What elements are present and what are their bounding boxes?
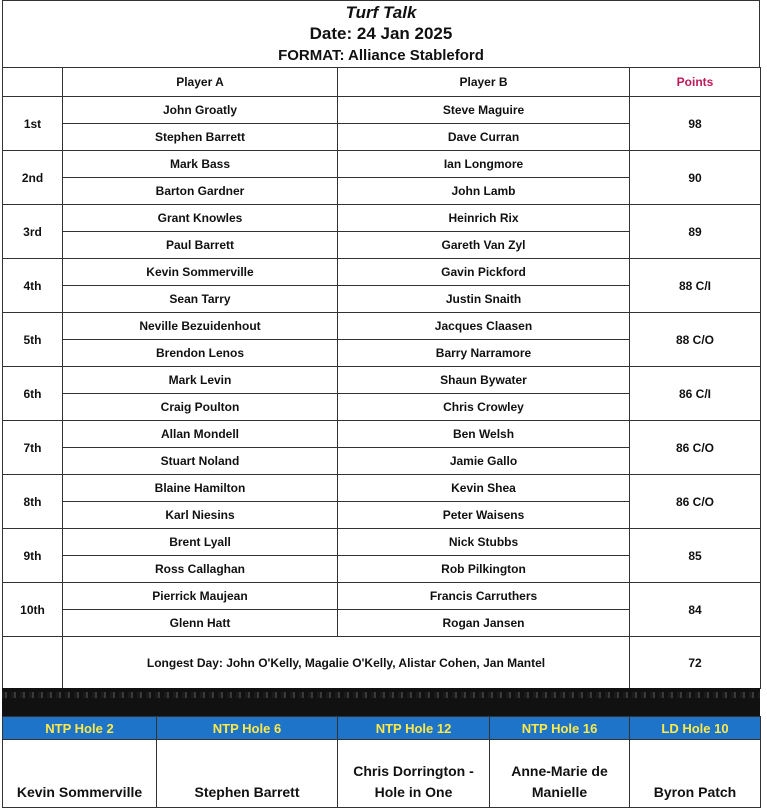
player-b-cell: Jacques Claasen	[338, 313, 630, 340]
ntp-hole-header: NTP Hole 2	[3, 717, 157, 740]
longest-day-points: 72	[630, 637, 761, 689]
ntp-hole-header: LD Hole 10	[630, 717, 761, 740]
table-row	[3, 367, 761, 394]
ntp-winner-cell	[3, 740, 157, 808]
table-row	[3, 583, 761, 610]
place-cell: 4th	[3, 259, 63, 313]
place-cell: 2nd	[3, 151, 63, 205]
results-document	[2, 0, 760, 800]
place-cell: 8th	[3, 475, 63, 529]
player-b-cell: Nick Stubbs	[338, 529, 630, 556]
player-a-cell: John Groatly	[63, 97, 338, 124]
ntp-table	[2, 716, 761, 808]
place-cell: 7th	[3, 421, 63, 475]
place-cell: 3rd	[3, 205, 63, 259]
points-cell: 84	[630, 583, 761, 637]
ntp-winner-line2: Kevin Sommerville	[16, 784, 143, 800]
player-b-cell: Jamie Gallo	[338, 448, 630, 475]
player-a-cell: Glenn Hatt	[63, 610, 338, 637]
player-a-cell: Neville Bezuidenhout	[63, 313, 338, 340]
player-a-cell: Brent Lyall	[63, 529, 338, 556]
player-a-cell: Allan Mondell	[63, 421, 338, 448]
points-cell: 90	[630, 151, 761, 205]
ntp-winner-cell	[630, 740, 761, 808]
points-cell: 86 C/O	[630, 421, 761, 475]
document-title: Turf Talk	[345, 3, 417, 22]
player-a-cell: Barton Gardner	[63, 178, 338, 205]
table-row	[3, 97, 761, 124]
player-a-cell: Sean Tarry	[63, 286, 338, 313]
place-cell: 6th	[3, 367, 63, 421]
player-b-cell: Peter Waisens	[338, 502, 630, 529]
ntp-hole-header: NTP Hole 12	[338, 717, 490, 740]
player-a-cell: Stephen Barrett	[63, 124, 338, 151]
ntp-winner-cell	[338, 740, 490, 808]
player-a-cell: Craig Poulton	[63, 394, 338, 421]
table-row	[3, 259, 761, 286]
player-a-cell: Pierrick Maujean	[63, 583, 338, 610]
ntp-header-row	[3, 717, 761, 740]
ntp-hole-header: NTP Hole 6	[157, 717, 338, 740]
player-a-cell: Ross Callaghan	[63, 556, 338, 583]
points-cell: 86 C/O	[630, 475, 761, 529]
points-cell: 88 C/O	[630, 313, 761, 367]
player-b-cell: Shaun Bywater	[338, 367, 630, 394]
player-a-cell: Blaine Hamilton	[63, 475, 338, 502]
table-header-row	[3, 68, 761, 97]
player-b-cell: Francis Carruthers	[338, 583, 630, 610]
player-a-cell: Brendon Lenos	[63, 340, 338, 367]
player-b-cell: Ben Welsh	[338, 421, 630, 448]
place-header	[3, 68, 63, 97]
player-b-cell: Gavin Pickford	[338, 259, 630, 286]
ntp-winner-line1: Chris Dorrington -	[353, 763, 474, 779]
longest-day-place-cell	[3, 637, 63, 689]
results-table	[2, 67, 761, 689]
ntp-winner-cell	[157, 740, 338, 808]
table-row	[3, 421, 761, 448]
longest-day-row	[3, 637, 761, 689]
ntp-winner-line2: Hole in One	[374, 784, 453, 800]
table-row	[3, 313, 761, 340]
ntp-winner-line2: Byron Patch	[653, 784, 737, 800]
place-cell: 1st	[3, 97, 63, 151]
player-a-cell: Karl Niesins	[63, 502, 338, 529]
player-b-cell: Barry Narramore	[338, 340, 630, 367]
points-cell: 88 C/I	[630, 259, 761, 313]
points-header: Points	[630, 68, 761, 97]
longest-day-text: Longest Day: John O'Kelly, Magalie O'Kelly, Alistar Cohen, Jan Mantel	[63, 637, 630, 689]
player-b-cell: Ian Longmore	[338, 151, 630, 178]
ntp-winner-line1: Anne-Marie de	[511, 763, 608, 779]
player-b-cell: Kevin Shea	[338, 475, 630, 502]
player-a-cell: Mark Bass	[63, 151, 338, 178]
document-format: FORMAT: Alliance Stableford	[278, 47, 484, 64]
player-b-cell: Heinrich Rix	[338, 205, 630, 232]
player-b-cell: Gareth Van Zyl	[338, 232, 630, 259]
place-cell: 9th	[3, 529, 63, 583]
player-a-cell: Stuart Noland	[63, 448, 338, 475]
table-row	[3, 151, 761, 178]
document-date: Date: 24 Jan 2025	[309, 24, 453, 43]
points-cell: 86 C/I	[630, 367, 761, 421]
player-b-cell: Steve Maguire	[338, 97, 630, 124]
ntp-winner-cell	[490, 740, 630, 808]
points-cell: 98	[630, 97, 761, 151]
scan-dark-band	[2, 688, 760, 716]
player-a-cell: Paul Barrett	[63, 232, 338, 259]
player-a-cell: Kevin Sommerville	[63, 259, 338, 286]
points-cell: 85	[630, 529, 761, 583]
document-header	[2, 0, 760, 68]
table-row	[3, 529, 761, 556]
place-cell: 10th	[3, 583, 63, 637]
player-a-cell: Mark Levin	[63, 367, 338, 394]
player-a-header: Player A	[63, 68, 338, 97]
ntp-winner-row	[3, 740, 761, 808]
player-b-cell: John Lamb	[338, 178, 630, 205]
player-b-cell: Justin Snaith	[338, 286, 630, 313]
ntp-winner-line2: Manielle	[531, 784, 588, 800]
player-b-cell: Dave Curran	[338, 124, 630, 151]
player-b-cell: Rob Pilkington	[338, 556, 630, 583]
place-cell: 5th	[3, 313, 63, 367]
ntp-hole-header: NTP Hole 16	[490, 717, 630, 740]
player-b-cell: Chris Crowley	[338, 394, 630, 421]
player-a-cell: Grant Knowles	[63, 205, 338, 232]
player-b-header: Player B	[338, 68, 630, 97]
table-row	[3, 475, 761, 502]
points-cell: 89	[630, 205, 761, 259]
player-b-cell: Rogan Jansen	[338, 610, 630, 637]
table-row	[3, 205, 761, 232]
ntp-winner-line2: Stephen Barrett	[194, 784, 300, 800]
